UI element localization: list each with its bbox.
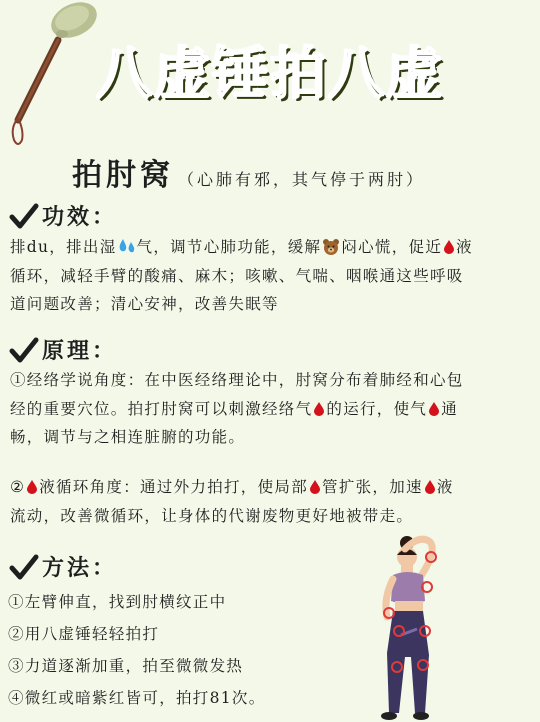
text-segment: ②: [10, 478, 26, 496]
method-heading-text: 方法：: [42, 555, 118, 581]
text-segment: 液: [456, 238, 473, 256]
exercise-figure-illustration: [355, 535, 470, 722]
text-segment: 排du，排出湿: [10, 238, 117, 256]
text-segment: 气，调节心肺功能，缓解: [136, 238, 322, 256]
text-segment: 通: [441, 399, 459, 418]
text-segment: 液循环角度：通过外力拍打，使局部: [39, 478, 309, 496]
text-segment: 管扩张，加速: [322, 478, 423, 496]
principle-p1-line-2: [10, 395, 530, 424]
blood-drop-icon: [444, 240, 454, 254]
text-segment: 经的重要穴位。拍打肘窝可以刺激经络气: [10, 399, 313, 418]
checkmark-icon: [8, 553, 40, 581]
principle-p1-line-1: ①经络学说角度：在中医经络理论中，肘窝分布着肺经和心包: [10, 371, 464, 389]
effect-line-3: 道问题改善；清心安神，改善失眠等: [10, 295, 279, 313]
method-heading: [8, 551, 117, 582]
principle-p2-line-2: 流动，改善微循环，让身体的代谢废物更好地被带走。: [10, 506, 414, 525]
principle-heading-text: 原理：: [42, 338, 118, 364]
blood-drop-icon: [429, 402, 439, 416]
sweat-droplets-icon: [118, 238, 136, 254]
text-segment: 闷心慌，促近: [341, 238, 443, 256]
principle-p1-line-3: 畅，调节与之相连脏腑的功能。: [10, 428, 246, 446]
effect-line-1: [10, 233, 530, 262]
text-segment: 液: [436, 478, 454, 496]
mallet-handle: [13, 40, 58, 144]
text-segment: 的运行，使气: [326, 399, 428, 418]
subtitle: [72, 150, 425, 194]
subtitle-note: （心肺有邪，其气停于两肘）: [178, 170, 426, 189]
subtitle-main: 拍肘窝: [72, 158, 174, 193]
principle-paragraph-2: [10, 473, 530, 530]
method-list: [8, 586, 368, 714]
blood-drop-icon: [425, 480, 435, 494]
effect-body: [10, 233, 530, 319]
method-step-3: ③力道逐渐加重，拍至微微发热: [8, 657, 244, 675]
page-title: 八虚锤拍八虚: [96, 42, 444, 107]
blood-drop-icon: [310, 480, 320, 494]
principle-paragraph-1: [10, 366, 530, 452]
method-step-1: ①左臂伸直，找到肘横纹正中: [8, 593, 227, 611]
effect-heading: [8, 200, 117, 231]
mallet-head: [45, 0, 102, 45]
blood-drop-icon: [314, 402, 324, 416]
method-step-4: ④微红或暗紫红皆可，拍打81次。: [8, 689, 266, 707]
checkmark-icon: [8, 336, 40, 364]
method-step-2: ②用八虚锤轻轻拍打: [8, 625, 160, 643]
principle-heading: [8, 334, 117, 365]
bear-face-icon: [322, 238, 340, 255]
mallet-illustration: [0, 0, 110, 160]
effect-line-2: 循环，减轻手臂的酸痛、麻木；咳嗽、气喘、咽喉通这些呼吸: [10, 266, 464, 285]
checkmark-icon: [8, 202, 40, 230]
principle-p2-line-1: [10, 473, 530, 502]
effect-heading-text: 功效：: [42, 204, 118, 230]
blood-drop-icon: [27, 480, 37, 494]
